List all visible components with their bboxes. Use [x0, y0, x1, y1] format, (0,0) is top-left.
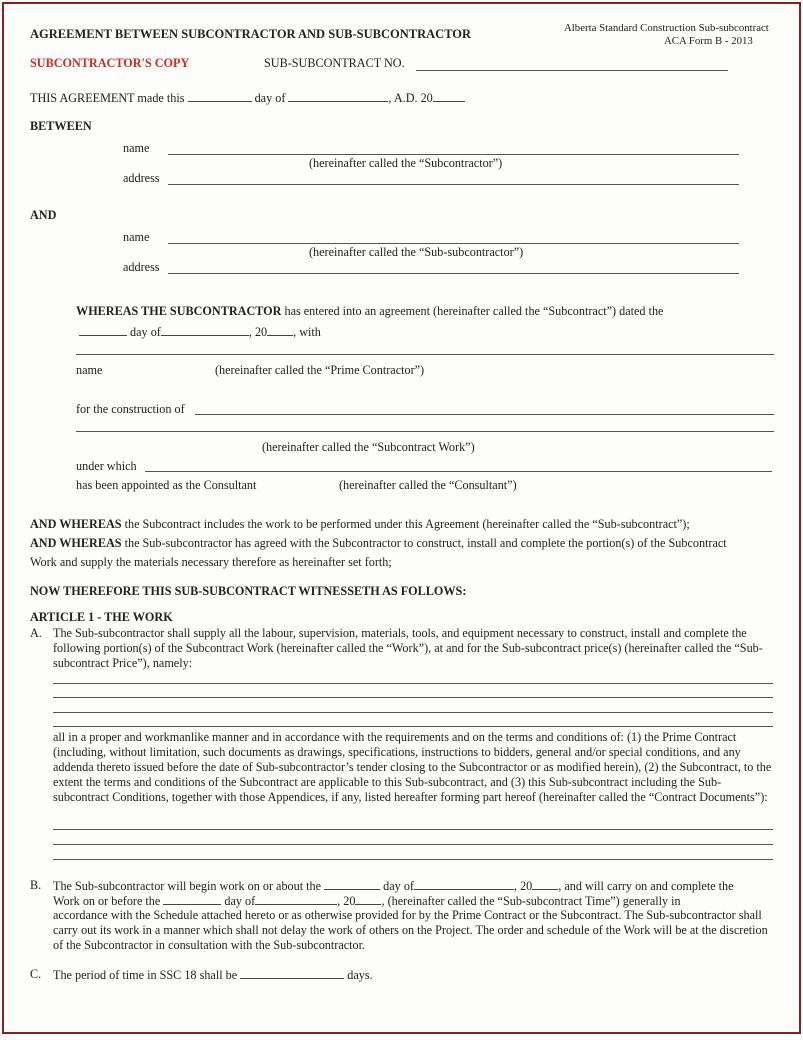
made-this-label: THIS AGREEMENT made this — [30, 91, 185, 105]
work-description-line-1[interactable] — [53, 683, 773, 684]
complete-month-field[interactable] — [255, 893, 337, 905]
whereas-clause — [76, 304, 663, 319]
agreement-year-field[interactable] — [433, 90, 465, 102]
clause-b-text: accordance with the Schedule attached hereto or as otherwise provided for by the Prime Contract or the Subcontract. The Sub-subcontractor shall carry out its work in a manner which shall not delay the work of others on the Project. The order and schedule of the Work will be at the discretion of the Subcontractor in consultation with the Sub-subcontractor. — [53, 908, 768, 952]
document-title: AGREEMENT BETWEEN SUBCONTRACTOR AND SUB-SUBCONTRACTOR — [30, 27, 472, 41]
work-description-line-2[interactable] — [53, 697, 773, 698]
whereas-with-label: , with — [293, 325, 321, 339]
contract-no-field[interactable] — [416, 70, 728, 71]
subcontract-month-field[interactable] — [161, 324, 249, 336]
construction-label: for the construction of — [76, 402, 185, 416]
start-month-field[interactable] — [414, 878, 514, 890]
and-whereas-1 — [30, 517, 690, 532]
and-heading: AND — [30, 208, 57, 222]
and-whereas-lead-2: AND WHEREAS — [30, 536, 122, 550]
work-description-line-3[interactable] — [53, 712, 773, 713]
clause-b-twenty-label: , 20 — [513, 879, 533, 893]
whereas-twenty-label: , 20 — [248, 325, 268, 339]
whereas-date-line — [79, 324, 321, 340]
and-whereas-text-2b: Work and supply the materials necessary therefore as hereinafter set forth; — [30, 555, 392, 569]
start-day-field[interactable] — [324, 878, 380, 890]
subsubcontractor-name-field[interactable] — [168, 243, 739, 244]
clause-a-marker: A. — [30, 626, 42, 640]
complete-day-field[interactable] — [163, 893, 221, 905]
and-whereas-text-2a: the Sub-subcontractor has agreed with the Subcontractor to construct, install and complete the portion(s) of the Subcontract — [121, 536, 727, 550]
agreement-date-line — [30, 90, 465, 106]
clause-b-day-of-label: day of — [383, 879, 414, 893]
article-1-heading: ARTICLE 1 - THE WORK — [30, 610, 173, 624]
subcontractor-name-label: name — [123, 141, 150, 155]
whereas-text: has entered into an agreement (hereinafter called the “Subcontract”) dated the — [281, 304, 664, 318]
clause-b-day-of-label-2: day of — [224, 894, 256, 908]
clause-c-marker: C. — [30, 967, 42, 981]
between-heading: BETWEEN — [30, 119, 92, 133]
contract-documents-line-2[interactable] — [53, 844, 773, 845]
witnesseth-heading: NOW THEREFORE THIS SUB-SUBCONTRACT WITNESSETH AS FOLLOWS: — [30, 584, 467, 598]
form-number-label: ACA Form B - 2013 — [664, 35, 753, 47]
clause-b-twenty-label-2: , 20 — [337, 894, 356, 908]
clause-c-text: The period of time in SSC 18 shall be — [53, 968, 238, 982]
subcontractor-address-field[interactable] — [168, 184, 739, 185]
consultant-field[interactable] — [145, 471, 772, 472]
clause-b-line-2 — [53, 893, 681, 909]
subcontractor-name-field[interactable] — [168, 154, 739, 155]
period-days-field[interactable] — [240, 967, 344, 979]
work-description-line-4[interactable] — [53, 726, 773, 727]
complete-year-field[interactable] — [355, 893, 381, 905]
subsubcontractor-address-label: address — [123, 260, 160, 274]
prime-contractor-field[interactable] — [76, 354, 774, 355]
clause-b-line-1 — [53, 878, 734, 894]
clause-a-text: The Sub-subcontractor shall supply all the labour, supervision, materials, tools, and equipment necessary to construct, install and complete the following portion(s) of the Subcontract Work (hereinafter called the “Work”), at and for the Sub-subcontract price(s) (hereinafter called the “Sub-subcontract Price”), namely: — [53, 626, 763, 670]
copy-label: SUBCONTRACTOR'S COPY — [30, 56, 190, 70]
work-called-text: (hereinafter called the “Subcontract Work”) — [262, 440, 475, 454]
appointed-label: has been appointed as the Consultant — [76, 478, 257, 492]
contract-documents-line-1[interactable] — [53, 829, 773, 830]
subsubcontractor-name-label: name — [123, 230, 150, 244]
subsubcontractor-called-text: (hereinafter called the “Sub-subcontractor”) — [309, 245, 524, 259]
and-whereas-2 — [30, 536, 727, 551]
contract-no-label: SUB-SUBCONTRACT NO. — [264, 56, 405, 70]
clause-b-start-text: The Sub-subcontractor will begin work on or about the — [53, 879, 322, 893]
consultant-called-text: (hereinafter called the “Consultant”) — [339, 478, 517, 492]
clause-b-continue-text: , and will carry on and complete the — [558, 879, 734, 893]
prime-called-text: (hereinafter called the “Prime Contractor”) — [215, 363, 425, 377]
clause-b-complete-text: Work on or before the — [53, 894, 161, 908]
form-page — [4, 4, 799, 1032]
whereas-day-of-label: day of — [130, 325, 161, 339]
agreement-month-field[interactable] — [288, 90, 388, 102]
clause-c-line — [53, 967, 373, 983]
construction-field-2[interactable] — [76, 431, 774, 432]
construction-field-1[interactable] — [195, 414, 774, 415]
under-which-label: under which — [76, 459, 137, 473]
subcontract-day-field[interactable] — [79, 324, 127, 336]
form-series-label: Alberta Standard Construction Sub-subcontract — [564, 22, 769, 34]
prime-name-label: name — [76, 363, 103, 377]
and-whereas-lead-1: AND WHEREAS — [30, 517, 122, 531]
whereas-lead: WHEREAS THE SUBCONTRACTOR — [76, 304, 282, 318]
clause-b-time-text: , (hereinafter called the “Sub-subcontract Time”) generally in — [381, 894, 681, 908]
subcontractor-address-label: address — [123, 171, 160, 185]
ad-label: , A.D. 20 — [388, 91, 433, 105]
day-of-label: day of — [254, 91, 286, 105]
contract-documents-line-3[interactable] — [53, 859, 773, 860]
subcontract-year-field[interactable] — [267, 324, 293, 336]
and-whereas-text-1: the Subcontract includes the work to be performed under this Agreement (hereinafter called the “Sub-subcontract”); — [121, 517, 690, 531]
clause-a-text-2: all in a proper and workmanlike manner and in accordance with the requirements and on the terms and conditions of: (1) the Prime Contract (including, without limitation, such documents as drawings, specifications, instructions to bidders, general and/or special conditions, and any addenda thereto issued before the date of Sub-subcontractor’s tender closing to the Subcontractor or as modified herein), (2) the Subcontract, to the extent the terms and conditions of the Subcontract are applicable to this Sub-subcontract, and (3) this Sub-subcontract including the Sub-subcontract Conditions, together with those Appendices, if any, listed hereafter forming part hereof (hereinafter called the “Contract Documents”): — [53, 730, 772, 804]
agreement-day-field[interactable] — [188, 90, 252, 102]
start-year-field[interactable] — [532, 878, 558, 890]
clause-b-marker: B. — [30, 878, 42, 892]
clause-c-days-label: days. — [347, 968, 373, 982]
subsubcontractor-address-field[interactable] — [168, 273, 739, 274]
subcontractor-called-text: (hereinafter called the “Subcontractor”) — [309, 156, 503, 170]
